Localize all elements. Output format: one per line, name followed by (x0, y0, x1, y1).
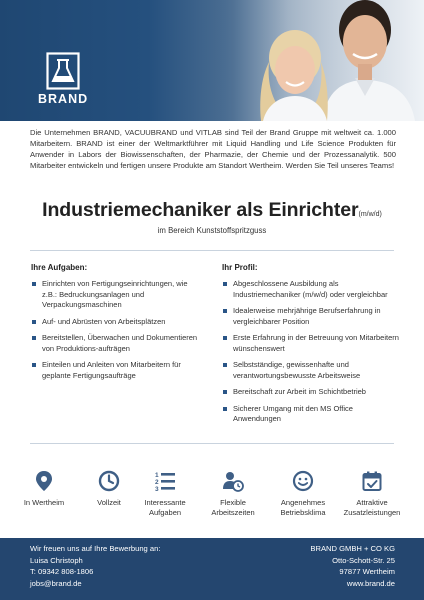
list-item-text: Einteilen und Anleiten von Mitarbeitern für geplante Fertigungsaufträge (42, 360, 181, 380)
benefit-label: Attraktive Zusatzleistungen (343, 498, 401, 517)
benefit-label: Angenehmes Betriebsklima (280, 498, 326, 517)
benefit-climate (263, 470, 343, 517)
benefit-label: Vollzeit (97, 498, 121, 507)
footer-invite: Wir freuen uns auf Ihre Bewerbung an: (30, 544, 161, 553)
bullet-square-icon (223, 390, 227, 394)
profile-section (222, 263, 402, 431)
bullet-square-icon (32, 336, 36, 340)
benefits-row (0, 470, 424, 522)
bullet-square-icon (32, 282, 36, 286)
footer-email[interactable]: jobs@brand.de (30, 578, 82, 588)
bullet-square-icon (223, 363, 227, 367)
footer-contact-name: Luisa Christoph (30, 555, 83, 565)
header-banner (0, 0, 424, 121)
brand-logo (38, 52, 88, 106)
footer-website[interactable]: www.brand.de (346, 578, 395, 588)
bullet-square-icon (223, 336, 227, 340)
benefit-label: Flexible Arbeitszeiten (211, 498, 255, 517)
job-title: Industriemechaniker als Einrichter (42, 199, 359, 221)
footer-company: BRAND GMBH + CO KG (310, 544, 395, 553)
list-item-text: Selbstständige, gewissenhafte und verantwortungsbewusste Arbeitsweise (233, 360, 361, 380)
footer-phone[interactable]: T: 09342 808-1806 (30, 567, 94, 576)
tasks-list (31, 279, 201, 381)
job-title-suffix: (m/w/d) (358, 211, 382, 218)
bullet-square-icon (223, 407, 227, 411)
list-item (31, 279, 201, 311)
list-item-text: Bereitschaft zur Arbeit im Schichtbetrieb (233, 387, 366, 396)
list-item (222, 306, 402, 327)
footer-contact (30, 543, 160, 589)
tasks-heading: Ihre Aufgaben: (31, 263, 88, 272)
list-item (31, 333, 201, 354)
list-item (222, 333, 402, 354)
job-subtitle: im Bereich Kunststoffspritzguss (157, 226, 267, 235)
numbered-list-icon (154, 470, 176, 492)
svg-text:2: 2 (155, 479, 159, 486)
footer-address (310, 543, 395, 589)
list-item (222, 404, 402, 425)
clock-icon (98, 470, 120, 492)
list-item-text: Sicherer Umgang mit den MS Office Anwendungen (233, 403, 353, 423)
footer-city: 97877 Wertheim (339, 567, 395, 576)
location-pin-icon (33, 470, 55, 492)
smiley-icon (292, 470, 314, 492)
job-title-block (0, 199, 424, 222)
list-item (31, 360, 201, 381)
benefit-label: In Wertheim (23, 498, 65, 507)
company-intro: Die Unternehmen BRAND, VACUUBRAND und VITLAB sind Teil der Brand Gruppe mit weltweit ca. 1.000 Mitarbeitern. BRAND ist einer der Weltmarktführer mit Liquid Handling und Life Science Produkten für Anwender in Labors der Biowissenschaften, der Pharmazie, der Chemie und der Prozessanalytik. 500 Mitarbeiter entwickeln und fertigen unsere Produkte am Standort Wertheim. Werden Sie Teil unseres Teams! (30, 128, 396, 170)
bullet-square-icon (223, 282, 227, 286)
list-item-text: Bereitstellen, Überwachen und Dokumentieren von Produktions-aufträgen (42, 333, 198, 353)
bullet-square-icon (32, 363, 36, 367)
profile-heading: Ihr Profil: (222, 263, 258, 272)
person-clock-icon (222, 470, 244, 492)
footer (0, 538, 424, 600)
list-item-text: Idealerweise mehrjährige Berufserfahrung in vergleichbarer Position (233, 306, 381, 326)
benefit-extras (332, 470, 412, 517)
list-item (222, 360, 402, 381)
list-item (31, 317, 201, 328)
profile-list (222, 279, 402, 425)
footer-street: Otto-Schott-Str. 25 (332, 555, 395, 565)
logo-wordmark: BRAND (38, 92, 89, 106)
svg-text:3: 3 (155, 486, 159, 492)
bullet-square-icon (223, 309, 227, 313)
benefit-flextime (193, 470, 273, 517)
calendar-check-icon (361, 470, 383, 492)
list-item (222, 387, 402, 398)
divider-top (30, 250, 394, 251)
list-item-text: Einrichten von Fertigungseinrichtungen, wie z.B.: Bedruckungsanlagen und Verpackungsmaschinen (42, 279, 188, 309)
two-employees-photo (215, 0, 424, 121)
svg-text:1: 1 (155, 472, 159, 479)
list-item-text: Auf- und Abrüsten von Arbeitsplätzen (42, 316, 166, 326)
tasks-section (31, 263, 201, 387)
bullet-square-icon (32, 320, 36, 324)
benefit-label: Interessante Aufgaben (144, 498, 186, 517)
list-item-text: Abgeschlossene Ausbildung als Industriemechaniker (m/w/d) oder vergleichbar (233, 279, 388, 299)
list-item-text: Erste Erfahrung in der Betreuung von Mitarbeitern wünschenswert (233, 333, 399, 353)
list-item (222, 279, 402, 300)
divider-bottom (30, 443, 394, 444)
flask-logo-icon (46, 52, 80, 90)
